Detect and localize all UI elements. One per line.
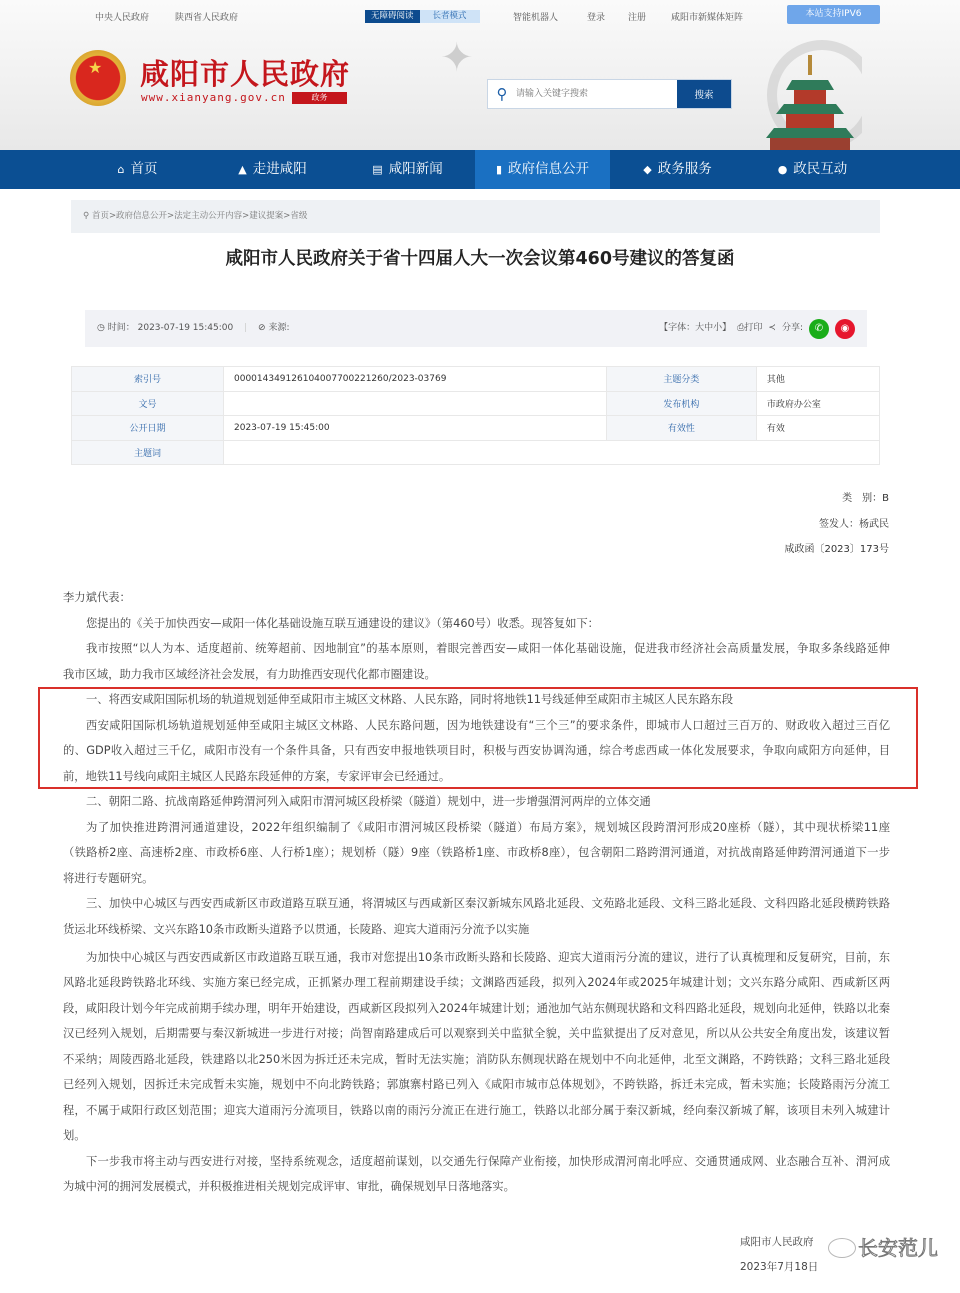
paragraph-line: 西安咸阳国际机场轨道规划延伸至咸阳主城区文林路、人民东路问题，因为地铁建设有“三个三”的要求条件，即城市人口超过三百万的、财政收入超过三百亿 (86, 718, 890, 732)
search-button[interactable]: 搜索 (677, 80, 731, 108)
paragraph-line: 三、加快中心城区与西安西咸新区市政道路互联互通，将渭城区与西咸新区秦汉新城东风路北延段、文苑路北延段、文科三路北延段、文科四路北延段横跨铁路 (86, 897, 890, 910)
nav-label: 政务服务 (657, 161, 712, 177)
search-input[interactable] (516, 80, 677, 108)
topic-value: 其他 (756, 367, 879, 392)
home-icon: ⌂ (117, 163, 125, 176)
paragraph-line: 划。 (63, 1129, 86, 1142)
doc-number: 咸政函〔2023〕173号 (784, 544, 889, 555)
paragraph-line: 前，地铁11号线向咸阳主城区人民路东段延伸的方案，专家评审会已经通过。 (63, 769, 451, 783)
paragraph-line: （铁路桥2座、高速桥2座、市政桥6座、人行桥1座）；规划桥（隧）9座（铁路桥1座、市政桥8座），包含朝阳二路跨渭河通道，对抗战南路延伸跨渭河通道下一步 (63, 846, 890, 859)
index-value: 00001434912610400770022126​0/2023-03769 (224, 367, 607, 392)
site-header (0, 0, 960, 150)
nav-item-2[interactable] (340, 150, 475, 189)
validity-label: 有效性 (606, 416, 756, 441)
watermark: 长安范儿 (858, 1236, 938, 1260)
source-label: 来源: (268, 323, 290, 333)
table-row (72, 416, 880, 441)
accessibility-mode-button[interactable]: 无障碍阅读 (365, 10, 420, 23)
site-badge: 政务 (292, 92, 347, 104)
weibo-share-icon[interactable]: ◉ (835, 319, 855, 339)
reading-mode-toggle (365, 10, 480, 23)
document-info (784, 486, 889, 563)
share-label: 分享: (781, 323, 803, 333)
paragraph-line: 为加快中心城区与西安西咸新区市政道路互联互通，我市对您提出10条市政断头路和长陵路、迎宾大道雨污分流的建议，进行了认真梳理和反复研究，目前，东 (86, 950, 890, 964)
nav-item-5[interactable] (745, 150, 880, 189)
paragraph (63, 636, 890, 687)
keywords-label: 主题词 (72, 440, 224, 465)
table-row (72, 391, 880, 416)
paragraph (63, 585, 890, 611)
share-icon: ≺ (768, 323, 776, 333)
site-url: www.xianyang.gov.cn (141, 91, 286, 104)
elder-mode-button[interactable]: 长者模式 (420, 10, 480, 23)
national-emblem-icon (70, 50, 126, 106)
highlight-box (38, 687, 918, 789)
paragraph-line: 李力斌代表： (63, 591, 131, 604)
paragraph-line: 您提出的《关于加快西安—咸阳一体化基础设施互联互通建设的建议》（第460号）收悉。现答复如下： (86, 616, 599, 630)
nav-item-1[interactable] (205, 150, 340, 189)
font-small[interactable]: 小 (713, 323, 723, 333)
breadcrumb (71, 200, 880, 233)
link-register[interactable]: 注册 (628, 13, 647, 23)
source-icon: ⊘ (258, 323, 266, 333)
ipv6-badge[interactable]: 本站支持IPV6 (787, 5, 880, 24)
nav-item-3[interactable] (475, 150, 610, 189)
table-row (72, 440, 880, 465)
meta-divider: | (244, 323, 248, 333)
link-robot[interactable]: 智能机器人 (513, 13, 559, 23)
nav-item-4[interactable] (610, 150, 745, 189)
topic-label: 主题分类 (606, 367, 756, 392)
printer-icon: ⎙ (737, 323, 745, 333)
mountain-icon: ▲ (238, 163, 247, 176)
nav-label: 政府信息公开 (508, 161, 590, 177)
crane-decoration-icon: ✦ (440, 35, 474, 81)
link-media-matrix[interactable]: 咸阳市新媒体矩阵 (671, 13, 744, 23)
paragraph-line: 货运北环线桥梁、文兴东路10条市政断头道路予以贯通，长陵路、迎宾大道雨污分流予以实施 (63, 922, 530, 936)
signature-block (740, 1230, 818, 1280)
location-icon: ⚲ (83, 211, 92, 221)
index-label: 索引号 (72, 367, 224, 392)
link-central-gov[interactable]: 中央人民政府 (95, 13, 150, 23)
nav-label: 走进咸阳 (252, 161, 307, 177)
font-medium[interactable]: 中 (704, 323, 714, 333)
time-label: 时间： (107, 323, 135, 333)
font-label: 【字体： (659, 323, 696, 333)
date-value: 2023-07-19 15:45:00 (224, 416, 607, 441)
docno-value (224, 391, 607, 416)
main-nav (0, 150, 960, 189)
clock-icon: ◷ (97, 323, 105, 333)
print-label: 打印 (744, 323, 763, 333)
chat-icon: ● (777, 163, 788, 176)
paragraph-line: 段，咸阳段计划今年完成前期手续办理，明年开始建设，西咸新区段拟列入2024年城建计划；通池加气站东侧现状路和文科四路北延段，规划向北延伸，铁路以北秦 (63, 1001, 890, 1015)
tower-illustration-icon (762, 40, 862, 150)
font-large[interactable]: 大 (695, 323, 705, 333)
nav-label: 咸阳新闻 (388, 161, 443, 177)
keywords-value (224, 440, 880, 465)
print-button[interactable] (737, 310, 762, 347)
paragraph (63, 945, 890, 1149)
signature-org: 咸阳市人民政府 (740, 1236, 814, 1248)
link-shaanxi-gov[interactable]: 陕西省人民政府 (175, 13, 239, 23)
document-icon: ▮ (495, 163, 503, 176)
site-title[interactable]: 咸阳市人民政府 (140, 57, 351, 91)
paragraph-line: 我市区域，助力我市区域经济社会发展，有力助推西安现代化都市圈建设。 (63, 667, 436, 681)
docno-label: 文号 (72, 391, 224, 416)
nav-label: 首页 (130, 161, 158, 177)
wechat-watermark-icon (828, 1238, 856, 1258)
publisher-label: 发布机构 (606, 391, 756, 416)
nav-item-0[interactable] (70, 150, 205, 189)
nav-label: 政民互动 (793, 161, 848, 177)
paragraph-line: 程，不属于咸阳行政区划范围；迎宾大道雨污分流项目，铁路以南的雨污分流正在进行施工，铁路以北部分属于秦汉新城，经向秦汉新城了解，该项目未列入城建计 (63, 1103, 890, 1117)
paragraph (63, 1149, 890, 1200)
paragraph (63, 891, 890, 942)
paragraph-line: 的、GDP收入超过三千亿，咸阳市没有一个条件具备，只有西安申报地铁项目时，积极与西安协调沟通，综合考虑西咸一体化发展要求，争取向咸阳方向延伸，目 (63, 744, 890, 757)
paragraph-line: 为城中河的拥河发展模式，并积极推进相关规划完成评审、审批，确保规划早日落地落实。 (63, 1180, 515, 1193)
search-icon: ⚲ (496, 85, 508, 103)
publish-time: 2023-07-19 15:45:00 (137, 323, 234, 333)
page-title: 咸阳市人民政府关于省十四届人大一次会议第460号建议的答复函 (225, 249, 735, 269)
link-login[interactable]: 登录 (587, 13, 606, 23)
paragraph-line: 不采纳；周陵西路北延段，铁建路以北250米因为拆迁还未完成，暂时无法实施；消防队东侧现状路在规划中不向北延伸，北至文渊路，不跨铁路；文科三路北延段 (63, 1052, 890, 1066)
doc-category: 类 别：B (842, 493, 889, 504)
paragraph (63, 611, 890, 637)
paragraph-line: 我市按照“以人为本、适度超前、统筹超前、因地制宜”的基本原则，着眼完善西安—咸阳一体化基础设施，促进我市经济社会高质量发展，争取多条线路延伸 (86, 642, 890, 655)
paragraph (63, 789, 890, 815)
table-row (72, 367, 880, 392)
paragraph-line: 汉已经列入规划，后期需要与秦汉新城进一步进行对接；尚智南路建成后可以观察到关中监狱全貌，关中监狱提出了反对意见，所以从公共安全角度出发，该建议暂 (63, 1027, 890, 1040)
paragraph-line: 已经列入规划，因拆迁未完成暂未实施，规划中不向北跨铁路；郭旗寨村路已列入《咸阳市城市总体规划》，不跨铁路，拆迁未完成，暂未实施；长陵路雨污分流工 (63, 1078, 890, 1091)
breadcrumb-text[interactable]: 首页>政府信息公开>法定主动公开内容>建议提案>省级 (91, 211, 308, 221)
doc-signer: 签发人：杨武民 (819, 518, 889, 530)
paragraph-line: 二、朝阳二路、抗战南路延伸跨渭河列入咸阳市渭河城区段桥梁（隧道）规划中，进一步增强渭河两岸的立体交通 (86, 795, 651, 808)
paragraph-line: 下一步我市将主动与西安进行对接，坚持系统观念，适度超前谋划，以交通先行保障产业衔接，加快形成渭河南北呼应、交通贯通成网、业态融合互补、渭河成 (86, 1154, 890, 1168)
font-size-control (659, 310, 731, 347)
paragraph-line: 将进行专题研究。 (63, 871, 154, 885)
signature-date: 2023年7月18日 (740, 1261, 819, 1273)
article-meta-bar (85, 310, 867, 347)
paragraph-line: 为了加快推进跨渭河通道建设，2022年组织编制了《咸阳市渭河城区段桥梁（隧道）布局方案》，规划城区段跨渭河形成20座桥（隧），其中现状桥梁11座 (86, 820, 890, 834)
paragraph-line: 一、将西安咸阳国际机场的轨道规划延伸至咸阳市主城区文林路、人民东路，同时将地铁11号线延伸至咸阳市主城区人民东路东段 (86, 693, 734, 706)
search-box (487, 79, 732, 109)
paragraph-line: 风路北延段跨铁路北环线、实施方案已经完成，正抓紧办理工程前期建设手续；文渊路西延段，拟列入2024年或2025年城建计划；文兴东路分咸阳、西咸新区两 (63, 976, 890, 989)
service-icon: ◆ (643, 163, 652, 176)
date-label: 公开日期 (72, 416, 224, 441)
publisher-value: 市政府办公室 (756, 391, 879, 416)
paragraph (63, 815, 890, 892)
article-body (63, 585, 890, 1200)
wechat-share-icon[interactable]: ✆ (809, 319, 829, 339)
font-end: 】 (722, 323, 732, 333)
news-icon: ▤ (372, 163, 383, 176)
validity-value: 有效 (756, 416, 879, 441)
info-table (71, 366, 880, 465)
